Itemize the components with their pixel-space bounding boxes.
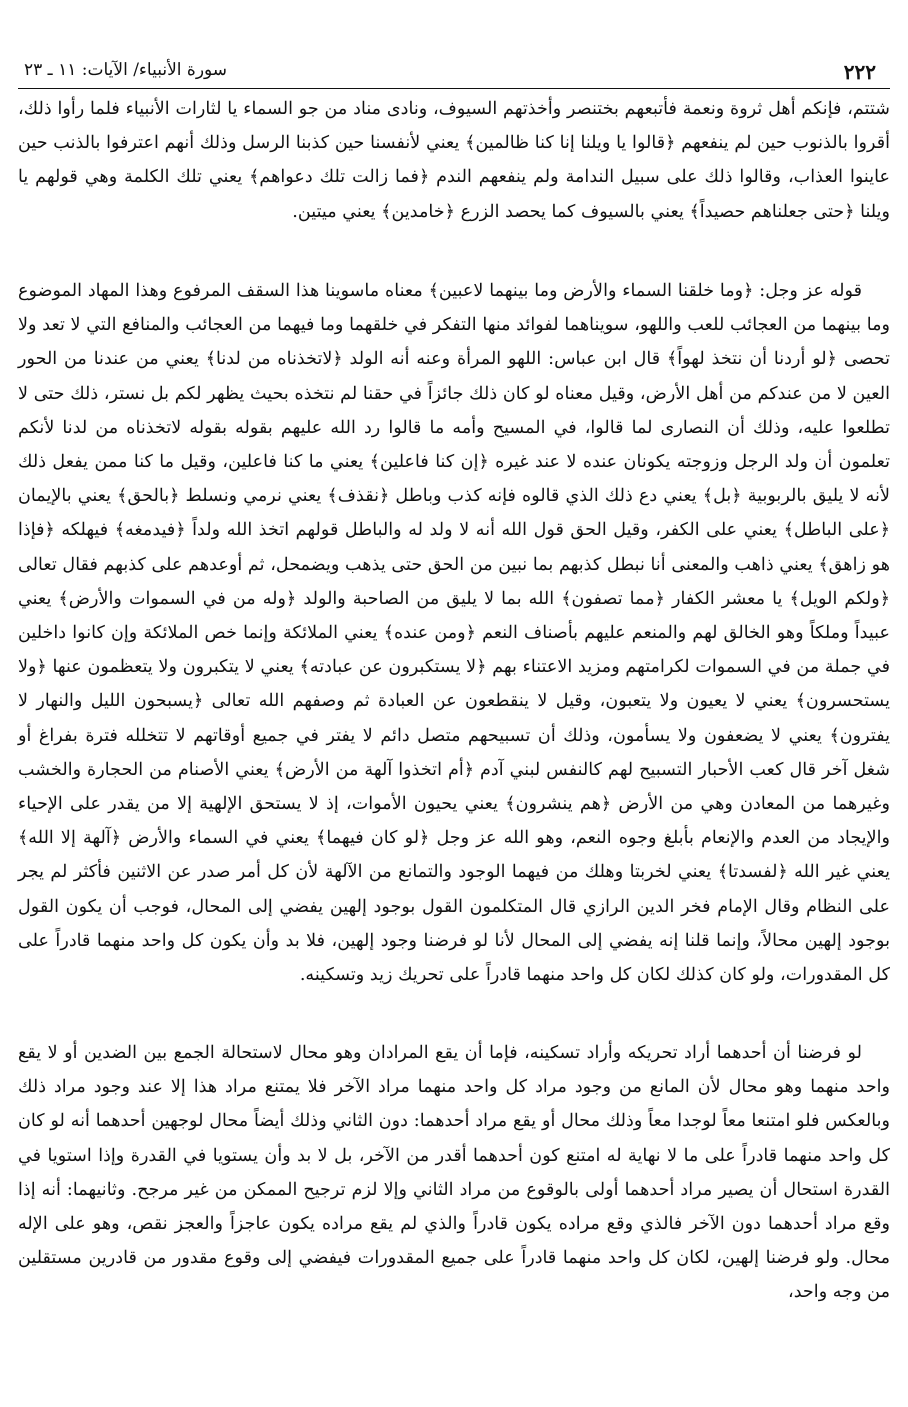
paragraph-2: قوله عز وجل: ﴿وما خلقنا السماء والأرض وما بينهما لاعبين﴾ معناه ماسوينا هذا السقف المرفوع وهذا المهاد الموضوع وما بينهما من العجائب للعب واللهو، سويناهما لفوائد منها التفكر في خلقهما وما فيهما من العجائب والمنافع التي لا تعد ولا تحصى ﴿لو أردنا أن نتخذ لهواً﴾ قال ابن عباس: اللهو المرأة وعنه أنه الولد ﴿لاتخذناه من لدنا﴾ يعني من عندنا من الحور العين لا من عندكم من أهل الأرض، وقيل معناه لو كان ذلك جائزاً في حقنا لم نتخذه بحيث يظهر لكم بل نستر، ذلك حتى لا تطلعوا عليه، وذلك أن النصارى لما قالوا، في المسيح وأمه ما قالوا رد الله عليهم بقوله بقوله لاتخذناه من لدنا لأنكم تعلمون أن ولد الرجل وزوجته يكونان عنده لا عند غيره ﴿إن كنا فاعلين﴾ يعني ما كنا فاعلين، وقيل ما كنا ممن يفعل ذلك لأنه لا يليق بالربوبية ﴿بل﴾ يعني دع ذلك الذي قالوه فإنه كذب وباطل ﴿نقذف﴾ يعني نرمي ونسلط ﴿بالحق﴾ يعني بالإيمان ﴿على الباطل﴾ يعني على الكفر، وقيل الحق قول الله أنه لا ولد له والباطل قولهم اتخذ الله ولداً ﴿فيدمغه﴾ فيهلكه ﴿فإذا هو زاهق﴾ يعني ذاهب والمعنى أنا نبطل كذبهم بما نبين من الحق حتى يذهب ويضمحل، ثم أوعدهم على كذبهم فقال تعالى ﴿ولكم الويل﴾ يا معشر الكفار ﴿مما تصفون﴾ الله بما لا يليق من الصاحبة والولد ﴿وله من في السموات والأرض﴾ يعني عبيداً وملكاً وهو الخالق لهم والمنعم عليهم بأصناف النعم ﴿ومن عنده﴾ يعني الملائكة وإنما خص الملائكة وإن كانوا داخلين في جملة من في السموات لكرامتهم ومزيد الاعتناء بهم ﴿لا يستكبرون عن عبادته﴾ يعني لا يتكبرون ولا يتعظمون عنها ﴿ولا يستحسرون﴾ يعني لا يعيون ولا يتعبون، وقيل لا ينقطعون عن العبادة ثم وصفهم الله تعالى ﴿يسبحون الليل والنهار لا يفترون﴾ يعني لا يضعفون ولا يسأمون، وذلك أن تسبيحهم متصل دائم لا يفتر في جميع أوقاتهم لا تتخلله فترة بفراغ أو شغل آخر قال كعب الأحبار التسبيح لهم كالنفس لبني آدم ﴿أم اتخذوا آلهة من الأرض﴾ يعني الأصنام من الحجارة والخشب وغيرهما من المعادن وهي من الأرض ﴿هم ينشرون﴾ يعني يحيون الأموات، إذ لا يستحق الإلهية إلا من يقدر على الإحياء والإيجاد من العدم والإنعام بأبلغ وجوه النعم، وهو الله عز وجل ﴿لو كان فيهما﴾ يعني في السماء والأرض ﴿آلهة إلا الله﴾ يعني غير الله ﴿لفسدتا﴾ يعني لخربتا وهلك من فيهما الوجود والتمانع من الآلهة لأن كل أمر صدر عن الاثنين فأكثر لم يجر على النظام وقال الإمام فخر الدين الرازي قال المتكلمون القول بوجود إلهين يفضي إلى المحال، فوجب أن يكون القول بوجود إلهين محالاً، وإنما قلنا إنه يفضي إلى المحال لأنا لو فرضنا وجود إلهين، فلا بد وأن يكون كل واحد منهما قادراً على كل المقدورات، ولو كان كذلك لكان كل واحد منهما قادراً على تحريك زيد وتسكينه. xyxy=(18,281,890,986)
page-header xyxy=(18,58,890,88)
page-number: ٢٢٢ xyxy=(843,60,876,84)
header-rule xyxy=(18,88,890,89)
running-title: سورة الأنبياء/ الآيات: ١١ ـ ٢٣ xyxy=(24,60,228,80)
paragraph-3: لو فرضنا أن أحدهما أراد تحريكه وأراد تسكينه، فإما أن يقع المرادان وهو محال لاستحالة الجمع بين الضدين أو لا يقع واحد منهما وهو محال لأن المانع من وجود مراد كل واحد منهما مراد الآخر فلا يمتنع مراد هذا إلا عند وجود مراد ذلك وبالعكس فلو امتنعا معاً لوجدا معاً وذلك محال أو يقع مراد أحدهما: دون الثاني وذلك أيضاً محال لوجهين أحدهما أنه لو كان كل واحد منهما قادراً على ما لا نهاية له امتنع كون أحدهما أقدر من الآخر، بل لا بد وأن يستويا في القدرة وإذا استويا في القدرة استحال أن يصير مراد أحدهما أولى بالوقوع من مراد الثاني وإلا لزم ترجيح الممكن من غير مرجح. وثانيهما: أنه إذا وقع مراد أحدهما دون الآخر فالذي وقع مراده يكون قادراً والذي لم يقع مراده يكون عاجزاً والعجز نقص، وهو على الإله محال. ولو فرضنا إلهين، لكان كل واحد منهما قادراً على جميع المقدورات فيفضي إلى وقوع مقدور من قادرين مستقلين من وجه واحد، xyxy=(18,1043,890,1303)
book-page xyxy=(18,0,890,1407)
paragraph-1: شتتم، فإنكم أهل ثروة ونعمة فأتبعهم بختنصر وأخذتهم السيوف، ونادى مناد من جو السماء يا لثارات الأنبياء فلما رأوا ذلك، أقروا بالذنوب حين لم ينفعهم ﴿قالوا يا ويلنا إنا كنا ظالمين﴾ يعني لأنفسنا حين كذبنا الرسل وذلك أنهم اعترفوا بالذنب حين عاينوا العذاب، وقالوا ذلك على سبيل الندامة ولم ينفعهم الندم ﴿فما زالت تلك دعواهم﴾ يعني تلك الكلمة وهي قولهم يا ويلنا ﴿حتى جعلناهم حصيداً﴾ يعني بالسيوف كما يحصد الزرع ﴿خامدين﴾ يعني ميتين. xyxy=(18,99,890,222)
